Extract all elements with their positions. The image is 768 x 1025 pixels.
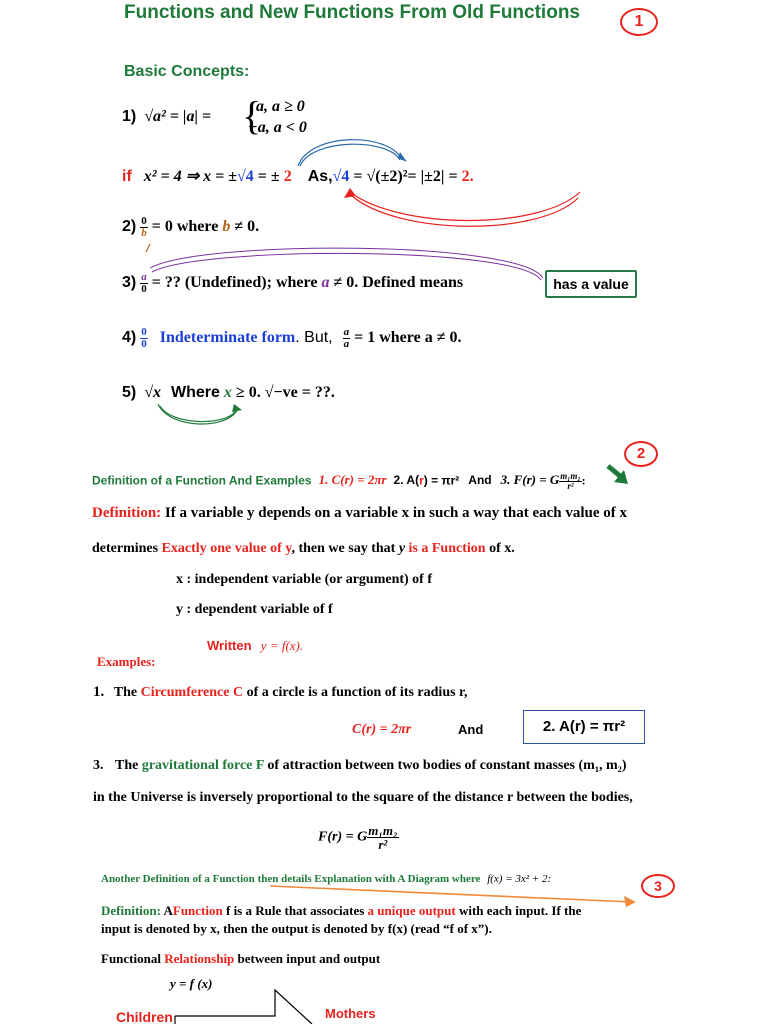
definition-1-text: If a variable y depends on a variable x in such a way that each value of x <box>164 505 628 521</box>
concept-4-number: 4) <box>122 329 137 347</box>
indeterminate-form: Indeterminate form <box>159 329 296 347</box>
frac-top: a <box>343 326 350 338</box>
if-word: if <box>122 168 132 185</box>
badge-three: 3 <box>641 874 675 898</box>
area-formula-box: 2. A(r) = πr² <box>523 710 645 744</box>
orange-arrow-head <box>624 896 636 907</box>
concept-5-number: 5) <box>122 384 137 401</box>
orange-arrow-line <box>270 886 632 902</box>
badge-one: 1 <box>620 8 658 36</box>
is-a-function: is a Function <box>408 541 486 556</box>
y-equals-fx: y = f (x) <box>170 976 213 991</box>
frac-top: a <box>141 271 147 283</box>
frac-bot: a <box>343 338 350 350</box>
another-definition-b: then details Explanation with A Diagram where <box>257 873 481 885</box>
two-end-red: 2. <box>461 168 474 185</box>
sqrt4b-blue: √4 <box>332 168 350 185</box>
mothers-label: Mothers <box>325 1006 376 1021</box>
example-eq2: = ± <box>257 168 280 185</box>
y-var: y <box>398 541 406 556</box>
written-expression: y = f(x). <box>260 638 304 653</box>
concept-2-ne: ≠ 0. <box>234 218 260 236</box>
concept-1-case1: a, a ≥ 0 <box>256 98 305 115</box>
circumference: Circumference C <box>140 685 244 700</box>
definition-2-e: with each input. If the <box>458 903 582 918</box>
definition-2-label: Definition: <box>101 903 161 918</box>
definition-2-line2: input is denoted by x, then the output is denoted by f(x) (read “f of x”). <box>101 921 492 936</box>
sqrt-x: √x <box>144 384 162 401</box>
definition-2-c: f is a Rule that associates <box>225 903 365 918</box>
two-red: 2 <box>283 168 292 185</box>
frac-bot: 0 <box>141 338 147 350</box>
brace: { <box>242 93 262 138</box>
diagram-lines <box>175 990 312 1024</box>
definition-heading-text: Definition of a Function And Examples <box>92 473 312 488</box>
determines-word: determines <box>92 541 159 556</box>
x-green: x <box>223 384 232 401</box>
concept-1-lhs: √a² = |a| = <box>144 108 212 125</box>
concept-3-ne: ≠ 0. <box>333 274 359 292</box>
children-label: Children <box>116 1009 173 1025</box>
arrow-head-red <box>344 188 356 198</box>
frac-top: 0 <box>141 326 147 338</box>
frac-top: m₁m₂ <box>560 471 581 481</box>
relationship-word: Relationship <box>164 951 235 966</box>
frac-bot: 0 <box>141 283 147 295</box>
example-1-rest: of a circle is a function of its radius r, <box>246 685 468 700</box>
example-1-the: The <box>113 685 138 700</box>
frac-bot: r² <box>378 837 388 852</box>
example-3-line2: in the Universe is inversely proportional to the square of the distance r between the bodies, <box>93 790 633 805</box>
basic-concepts-heading: Basic Concepts: <box>124 63 250 80</box>
exactly-one-value: Exactly one value of y <box>161 541 292 556</box>
definition-2-a: A <box>163 903 173 918</box>
example-2-inline-b: ) = πr² <box>423 473 460 488</box>
arc-green-inner <box>160 406 236 422</box>
definition-1-label: Definition: <box>92 505 162 521</box>
examples-heading: Examples: <box>97 654 156 669</box>
example-1-inline: 1. C(r) = 2πr <box>318 472 387 488</box>
dependent-variable: y : dependent variable of f <box>176 602 333 617</box>
b-brown: b <box>222 218 231 236</box>
relation-rest: between input and output <box>237 951 381 966</box>
arrow-head-sqrt4 <box>398 152 407 162</box>
then-we-say: , then we say that <box>291 541 396 556</box>
arc-purple <box>150 248 543 278</box>
but-word: . But, <box>295 329 333 347</box>
colon: : <box>581 473 586 488</box>
where-word: Where <box>171 384 220 401</box>
example-rest: = √(±2)²= |±2| = <box>353 168 458 185</box>
another-definition-formula: f(x) = 3x² + 2: <box>487 873 552 885</box>
concept-1-case2: −a, a < 0 <box>248 119 307 136</box>
concept-3-number: 3) <box>122 274 137 292</box>
example-3-the: The <box>115 758 139 773</box>
concept-3-rest: = ?? (Undefined); where <box>151 274 318 292</box>
example-3-inline: 3. F(r) = G <box>500 472 560 488</box>
example-eq: x² = 4 ⇒ x = ± <box>143 168 237 185</box>
as-word: As, <box>307 168 333 185</box>
written-label: Written <box>207 638 252 653</box>
page-title: Functions and New Functions From Old Functions <box>124 2 580 23</box>
functional-word: Functional <box>101 951 161 966</box>
example-3-number: 3. <box>93 758 104 773</box>
independent-variable: x : independent variable (or argument) of f <box>176 572 432 587</box>
a-purple: a <box>321 274 330 292</box>
frac-bot: b <box>141 227 147 239</box>
circumference-formula: C(r) = 2πr <box>352 722 412 737</box>
frac-top: 0 <box>141 215 147 227</box>
gravity-lhs: F(r) = G <box>318 829 368 845</box>
arrow-head-green <box>232 404 242 412</box>
concept-1-number: 1) <box>122 108 137 125</box>
concept-5-rest: ≥ 0. √−ve = ??. <box>235 384 335 401</box>
and-word-2: And <box>458 722 484 737</box>
example-2-inline-a: 2. A( <box>393 473 420 488</box>
example-2-inline-r: r <box>419 473 424 488</box>
another-definition-a: Another Definition of a Function <box>101 873 255 885</box>
gravitational-force: gravitational force F <box>141 758 264 773</box>
example-3-rest: of attraction between two bodies of constant masses (m₁, m₂) <box>267 758 627 773</box>
badge-two: 2 <box>624 441 658 467</box>
concept-2-number: 2) <box>122 218 137 236</box>
concept-2-rest: = 0 where <box>151 218 219 236</box>
function-word: Function <box>172 903 223 918</box>
frac-top: m₁m₂ <box>368 823 398 838</box>
and-word: And <box>468 473 492 488</box>
green-pointer-shaft <box>608 466 620 476</box>
defined-means: Defined means <box>362 274 464 292</box>
unique-output: a unique output <box>367 903 456 918</box>
sqrt4-blue: √4 <box>237 168 254 185</box>
example-1-number: 1. <box>93 684 105 700</box>
arrow-b <box>146 244 150 252</box>
of-x: of x. <box>489 541 515 556</box>
frac-bot: r² <box>567 481 574 491</box>
has-a-value-box: has a value <box>545 270 637 298</box>
concept-4-rest: = 1 where a ≠ 0. <box>354 329 462 347</box>
